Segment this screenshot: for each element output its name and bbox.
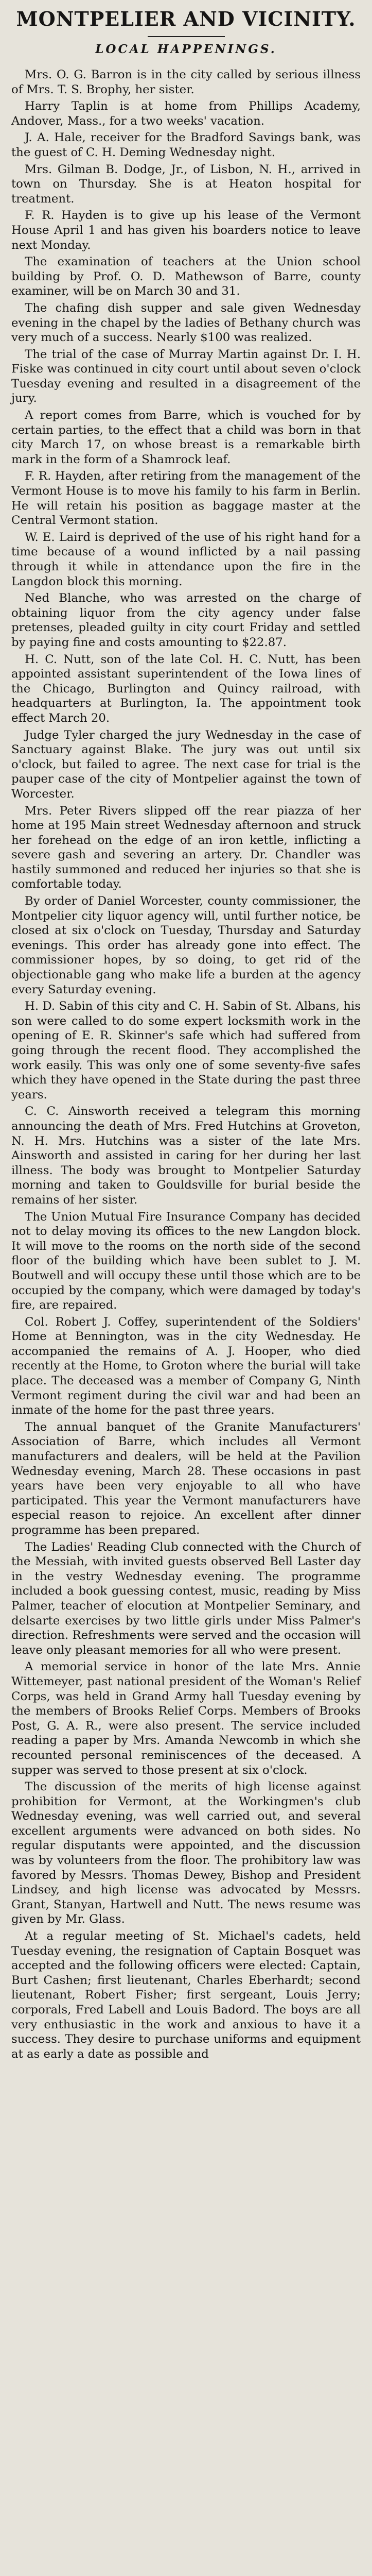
news-paragraph: F. R. Hayden is to give up his lease of the Vermont House April 1 and has given his boarders notice to leave next Monday. bbox=[11, 209, 361, 252]
news-paragraph: A report comes from Barre, which is vouched for by certain parties, to the effect that a child was born in that city March 17, on whose breast is a remarkable birth mark in the form of a Shamrock leaf. bbox=[11, 409, 361, 466]
news-paragraph: The Union Mutual Fire Insurance Company has decided not to delay moving its offices to the new Langdon block. It will move to the rooms on the north side of the second floor of the building which have been sublet to J. M. Boutwell and will occupy these until those which are to be occupied by the company, which were damaged by today's fire, are repaired. bbox=[11, 1210, 361, 1312]
title-rule bbox=[148, 36, 225, 37]
news-paragraph: By order of Daniel Worcester, county commissioner, the Montpelier city liquor agency will, until further notice, be closed at six o'clock on Tuesday, Thursday and Saturday evenings. This order has already gone into effect. The commissioner hopes, by so doing, to get rid of the objectionable gang who make life a burden at the agency every Saturday evening. bbox=[11, 894, 361, 996]
news-paragraph: Judge Tyler charged the jury Wednesday in the case of Sanctuary against Blake. The jury was out until six o'clock, but failed to agree. The next case for trial is the pauper case of the city of Montpelier against the town of Worcester. bbox=[11, 728, 361, 801]
news-paragraph: The annual banquet of the Granite Manufacturers' Association of Barre, which includes all Vermont manufacturers and dealers, will be held at the Pavilion Wednesday evening, March 28. These occasions in past years have been very enjoyable to all who have participated. This year the Vermont manufacturers have especial reason to rejoice. An excellent after dinner programme has been prepared. bbox=[11, 1420, 361, 1537]
section-subtitle: LOCAL HAPPENINGS. bbox=[95, 42, 277, 56]
news-paragraph: The chafing dish supper and sale given Wednesday evening in the chapel by the ladies of Bethany church was very much of a success. Nearly $100 was realized. bbox=[11, 301, 361, 345]
news-paragraph: At a regular meeting of St. Michael's cadets, held Tuesday evening, the resignation of Captain Bosquet was accepted and the following officers were elected: Captain, Burt Cashen; first lieutenant, Charles Eberhardt; second lieutenant, Robert Fisher; first sergeant, Louis Jerry; corporals, Fred Labell and Louis Badord. The boys are all very enthusiastic in the work and anxious to have it a success. They desire to purchase uniforms and equipment at as early a date as possible and bbox=[11, 1929, 361, 2061]
news-paragraph: H. D. Sabin of this city and C. H. Sabin of St. Albans, his son were called to do some expert locksmith work in the opening of E. R. Skinner's safe which had suffered from going through the recent flood. They accomplished the work easily. This was only one of some seventy-five safes which they have opened in the State during the past three years. bbox=[11, 999, 361, 1101]
news-paragraph: Mrs. Peter Rivers slipped off the rear piazza of her home at 195 Main street Wednesday afternoon and struck her forehead on the edge of an iron kettle, inflicting a severe gash and severing an artery. Dr. Chandler was hastily summoned and reduced her injuries so that she is comfortable today. bbox=[11, 804, 361, 891]
news-paragraph: J. A. Hale, receiver for the Bradford Savings bank, was the guest of C. H. Deming Wednesday night. bbox=[11, 131, 361, 159]
news-paragraph: H. C. Nutt, son of the late Col. H. C. Nutt, has been appointed assistant superintendent of the Iowa lines of the Chicago, Burlington and Quincy railroad, with headquarters at Burlington, Ia. The appointment took effect March 20. bbox=[11, 652, 361, 725]
news-paragraph: Mrs. Gilman B. Dodge, Jr., of Lisbon, N. H., arrived in town on Thursday. She is at Heaton hospital for treatment. bbox=[11, 162, 361, 206]
news-paragraph: The examination of teachers at the Union school building by Prof. O. D. Mathewson of Barre, county examiner, will be on March 30 and 31. bbox=[11, 255, 361, 298]
news-paragraph: F. R. Hayden, after retiring from the management of the Vermont House is to move his family to his farm in Berlin. He will retain his position as baggage master at the Central Vermont station. bbox=[11, 469, 361, 528]
news-paragraph: Col. Robert J. Coffey, superintendent of the Soldiers' Home at Bennington, was in the city Wednesday. He accompanied the remains of A. J. Hooper, who died recently at the Home, to Groton where the burial will take place. The deceased was a member of Company G, Ninth Vermont regiment during the civil war and had been an inmate of the home for the past three years. bbox=[11, 1315, 361, 1417]
news-paragraph: The discussion of the merits of high license against prohibition for Vermont, at the Workingmen's club Wednesday evening, was well carried out, and several excellent arguments were advanced on both sides. No regular disputants were appointed, and the discussion was by volunteers from the floor. The prohibitory law was favored by Messrs. Thomas Dewey, Bishop and President Lindsey, and high license was advocated by Messrs. Grant, Stanyan, Hartwell and Nutt. The news resume was given by Mr. Glass. bbox=[11, 1780, 361, 1926]
news-paragraph: Ned Blanche, who was arrested on the charge of obtaining liquor from the city agency under false pretenses, pleaded guilty in city court Friday and settled by paying fine and costs amounting to $22.87. bbox=[11, 591, 361, 649]
news-paragraph: A memorial service in honor of the late Mrs. Annie Wittemeyer, past national president of the Woman's Relief Corps, was held in Grand Army hall Tuesday evening by the members of Brooks Relief Corps. Members of Brooks Post, G. A. R., were also present. The service included reading a paper by Mrs. Amanda Newcomb in which she recounted personal reminiscences of the deceased. A supper was served to those present at six o'clock. bbox=[11, 1660, 361, 1777]
news-paragraph: C. C. Ainsworth received a telegram this morning announcing the death of Mrs. Fred Hutchins at Groveton, N. H. Mrs. Hutchins was a sister of the late Mrs. Ainsworth and assisted in caring for her during her last illness. The body was brought to Montpelier Saturday morning and taken to Gouldsville for burial beside the remains of her sister. bbox=[11, 1105, 361, 1207]
news-paragraph: The trial of the case of Murray Martin against Dr. I. H. Fiske was continued in city court until about seven o'clock Tuesday evening and resulted in a disagreement of the jury. bbox=[11, 347, 361, 405]
page-title: MONTPELIER AND VICINITY. bbox=[16, 7, 356, 30]
news-paragraph: The Ladies' Reading Club connected with the Church of the Messiah, with invited guests observed Bell Laster day in the vestry Wednesday evening. The programme included a book guessing contest, music, reading by Miss Palmer, teacher of elocution at Montpelier Seminary, and delsarte exercises by two little girls under Miss Palmer's direction. Refreshments were served and the occasion will leave only pleasant memories for all who were present. bbox=[11, 1540, 361, 1657]
article-body bbox=[11, 67, 361, 2061]
news-paragraph: Harry Taplin is at home from Phillips Academy, Andover, Mass., for a two weeks' vacation. bbox=[11, 99, 361, 128]
news-paragraph: W. E. Laird is deprived of the use of his right hand for a time because of a wound inflicted by a nail passing through it while in attendance upon the fire in the Langdon block this morning. bbox=[11, 530, 361, 588]
news-paragraph: Mrs. O. G. Barron is in the city called by serious illness of Mrs. T. S. Brophy, her sister. bbox=[11, 68, 361, 96]
